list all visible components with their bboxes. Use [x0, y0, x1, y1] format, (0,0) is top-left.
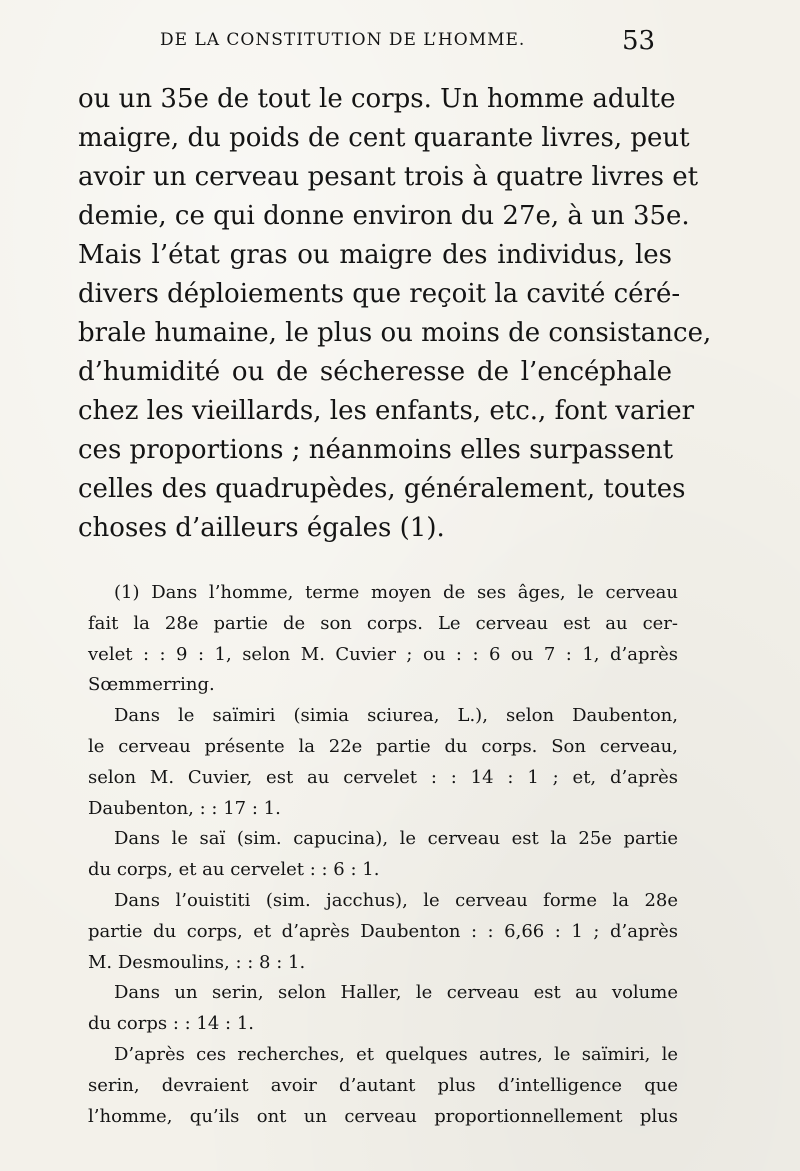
footnote-line: Dans un serin, selon Haller, le cerveau est au volume: [114, 982, 678, 1004]
footnote-line: du corps, et au cervelet : : 6 : 1.: [88, 859, 380, 881]
body-line: brale humaine, le plus ou moins de consistance,: [78, 318, 712, 348]
footnote-line: du corps : : 14 : 1.: [88, 1013, 254, 1035]
running-title: DE LA CONSTITUTION DE L’HOMME.: [160, 30, 526, 50]
body-line: ou un 35e de tout le corps. Un homme adulte: [78, 84, 676, 114]
body-line: avoir un cerveau pesant trois à quatre livres et: [78, 162, 699, 192]
page-number: 53: [622, 26, 656, 56]
body-line: ces proportions ; néanmoins elles surpassent: [78, 435, 674, 465]
footnote-block: [88, 578, 678, 1132]
footnote-line: velet : : 9 : 1, selon M. Cuvier ; ou : : 6 ou 7 : 1, d’après: [88, 643, 678, 665]
footnote-line: (1) Dans l’homme, terme moyen de ses âges, le cerveau: [114, 582, 678, 603]
body-line: celles des quadrupèdes, généralement, toutes: [78, 474, 686, 504]
footnote-line: selon M. Cuvier, est au cervelet : : 14 : 1 ; et, d’après: [88, 766, 678, 788]
body-line: maigre, du poids de cent quarante livres, peut: [78, 123, 690, 153]
footnote-line: D’après ces recherches, et quelques autres, le saïmiri, le: [114, 1043, 678, 1065]
body-line: d’humidité ou de sécheresse de l’encéphale: [78, 357, 672, 387]
body-line: demie, ce qui donne environ du 27e, à un 35e.: [78, 201, 690, 231]
body-line: divers déploiements que reçoit la cavité céré-: [78, 279, 681, 309]
body-line: choses d’ailleurs égales (1).: [78, 513, 445, 543]
body-line: Mais l’état gras ou maigre des individus, les: [78, 240, 672, 270]
body-line: chez les vieillards, les enfants, etc., font varier: [78, 396, 695, 426]
footnote-line: le cerveau présente la 22e partie du corps. Son cerveau,: [88, 735, 678, 757]
footnote-line: partie du corps, et d’après Daubenton : : 6,66 : 1 ; d’après: [88, 920, 678, 942]
footnote-line: fait la 28e partie de son corps. Le cerveau est au cer-: [88, 612, 678, 634]
footnote-line: Dans l’ouistiti (sim. jacchus), le cerveau forme la 28e: [114, 889, 678, 911]
main-paragraph: [78, 80, 712, 548]
footnote-line: l’homme, qu’ils ont un cerveau proportionnellement plus: [88, 1105, 678, 1127]
footnote-line: Dans le saïmiri (simia sciurea, L.), selon Daubenton,: [114, 705, 678, 727]
footnote-line: Sœmmerring.: [88, 674, 215, 696]
footnote-line: Dans le saï (sim. capucina), le cerveau est la 25e partie: [114, 828, 678, 850]
footnote-line: M. Desmoulins, : : 8 : 1.: [88, 951, 306, 973]
footnote-line: serin, devraient avoir d’autant plus d’intelligence que: [88, 1074, 678, 1096]
footnote-line: Daubenton, : : 17 : 1.: [88, 797, 281, 819]
